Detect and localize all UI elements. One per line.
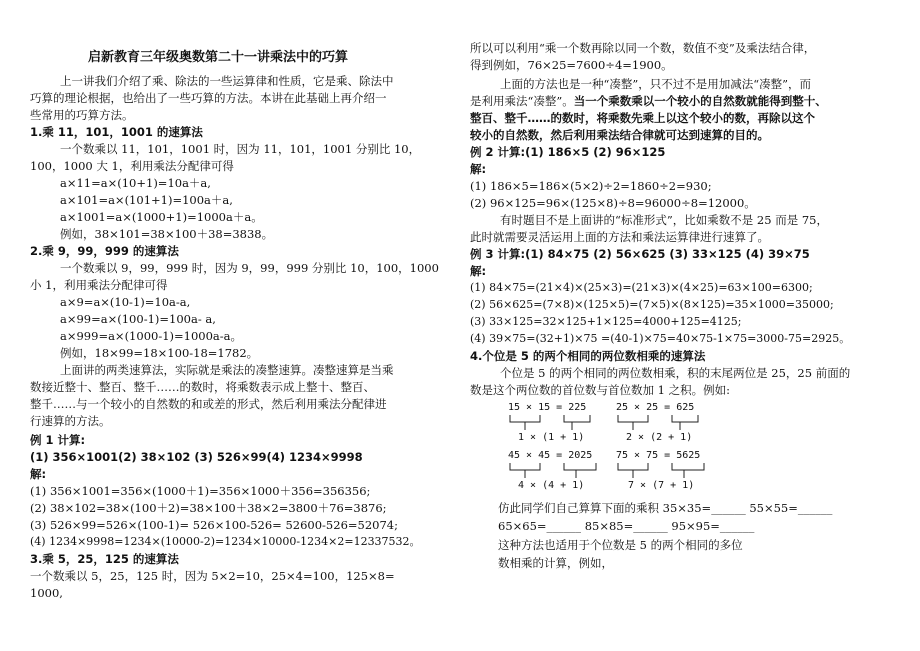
page-title: 启新教育三年级奥数第二十一讲乘法中的巧算 — [88, 50, 349, 65]
section-1-heading: 1.乘 11，101，1001 的速算法 — [30, 125, 203, 139]
closing-line-2: 数相乘的计算，例如， — [498, 556, 613, 570]
example-2-answer-2: (2) 96×125=96×(125×8)÷8=96000÷8=12000。 — [470, 196, 756, 210]
r-line-4-bold: 当一个乘数乘以一个较小的自然数就能得到整十、 — [573, 94, 827, 108]
s2-para-4: 行速算的方法。 — [30, 414, 111, 428]
example-1-heading: 例 1 计算: — [30, 433, 86, 447]
s2-formula-1: a×9=a×(10-1)=10a-a, — [60, 295, 191, 309]
r-line-5: 整百、整千……的数时，将乘数先乘上以这个较小的数，再除以这个 — [470, 111, 815, 125]
diagram-75x75 — [614, 450, 710, 494]
example-1-solution-label: 解: — [30, 467, 47, 481]
s4-line-1: 个位是 5 的两个相同的两位数相乘，积的末尾两位是 25，25 前面的 — [500, 366, 851, 380]
diagram-75x75-equation: 75 × 75 = 5625 — [616, 450, 701, 461]
example-3-solution-label: 解: — [470, 264, 487, 278]
closing-line-1: 这种方法也适用于个位数是 5 的两个相同的多位 — [498, 538, 743, 552]
intro-line-1: 上一讲我们介绍了乘、除法的一些运算律和性质，它是乘、除法中 — [60, 74, 394, 88]
s2-para-3: 整千……与一个较小的自然数的和或差的形式，然后利用乘法分配律进 — [30, 397, 387, 411]
s1-formula-2: a×101=a×(101+1)=100a＋a, — [60, 193, 233, 207]
s2-formula-2: a×99=a×(100-1)=100a- a, — [60, 312, 216, 326]
intro-line-2: 巧算的理论根据，也给出了一些巧算的方法。本讲在此基础上再介绍一 — [30, 91, 387, 105]
example-2-solution-label: 解: — [470, 162, 487, 176]
s3-line-1: 一个数乘以 5，25，125 时，因为 5×2=10，25×4=100，125×8= — [30, 569, 395, 583]
diagram-25x25-equation: 25 × 25 = 625 — [616, 402, 695, 413]
r-line-4-plain: 是利用乘法“凑整”。 — [470, 94, 574, 108]
r-line-4 — [470, 93, 827, 109]
s2-para-1: 上面讲的两类速算法，实际就是乘法的凑整速算。凑整速算是当乘 — [60, 363, 394, 377]
example-3-heading: 例 3 计算:(1) 84×75 (2) 56×625 (3) 33×125 (4) 39×75 — [470, 247, 810, 261]
s3-line-2: 1000, — [30, 586, 63, 600]
r-line-3: 上面的方法也是一种“凑整”，只不过不是用加减法“凑整”，而 — [500, 77, 812, 91]
example-2-heading: 例 2 计算:(1) 186×5 (2) 96×125 — [470, 145, 666, 159]
example-3-answer-3: (3) 33×125=32×125+1×125=4000+125=4125; — [470, 315, 742, 328]
example-3-answer-4: (4) 39×75=(32+1)×75 =(40-1)×75=40×75-1×75=3000-75=2925。 — [470, 332, 851, 345]
diagram-15x15-rule: 1 × (1 + 1) — [518, 432, 585, 443]
example-3-answer-2: (2) 56×625=(7×8)×(125×5)=(7×5)×(8×125)=35×1000=35000; — [470, 298, 834, 311]
r-line-7: 有时题目不是上面讲的“标准形式”，比如乘数不是 25 而是 75， — [500, 213, 828, 227]
diagram-75x75-rule: 7 × (7 + 1) — [628, 480, 695, 491]
intro-line-3: 些常用的巧算方法。 — [30, 108, 134, 122]
s1-line-1: 一个数乘以 11，101，1001 时，因为 11，101，1001 分别比 10， — [60, 142, 421, 156]
practice-line-2: 65×65=______ 85×85=______ 95×95=______ — [498, 519, 755, 533]
diagram-45x45 — [506, 450, 602, 494]
s2-formula-3: a×999=a×(1000-1)=1000a-a。 — [60, 329, 243, 343]
practice-line-1: 仿此同学们自己算算下面的乘积 35×35=______ 55×55=______ — [498, 501, 833, 515]
diagram-25x25-rule: 2 × (2 + 1) — [626, 432, 693, 443]
r-line-1: 所以可以利用“乘一个数再除以同一个数，数值不变”及乘法结合律， — [470, 41, 816, 55]
section-2-heading: 2.乘 9，99，999 的速算法 — [30, 244, 179, 258]
example-3-answer-1: (1) 84×75=(21×4)×(25×3)=(21×3)×(4×25)=63×100=6300; — [470, 281, 813, 294]
example-1-answer-2: (2) 38×102=38×(100＋2)=38×100＋38×2=3800＋76=3876; — [30, 501, 387, 515]
example-1-question: (1) 356×1001(2) 38×102 (3) 526×99(4) 1234×9998 — [30, 450, 363, 464]
s1-example: 例如，38×101=38×100＋38=3838。 — [60, 227, 274, 241]
diagram-25x25 — [614, 402, 704, 446]
diagram-45x45-equation: 45 × 45 = 2025 — [508, 450, 593, 461]
r-line-6: 较小的自然数，然后利用乘法结合律就可达到速算的目的。 — [470, 128, 769, 142]
example-1-answer-3: (3) 526×99=526×(100-1)= 526×100-526= 52600-526=52074; — [30, 518, 398, 532]
r-line-8: 此时就需要灵活运用上面的方法和乘法运算律进行速算了。 — [470, 230, 769, 244]
section-3-heading: 3.乘 5，25，125 的速算法 — [30, 552, 179, 566]
section-4-heading: 4.个位是 5 的两个相同的两位数相乘的速算法 — [470, 349, 706, 363]
s2-example: 例如，18×99=18×100-18=1782。 — [60, 346, 259, 360]
s1-formula-1: a×11=a×(10+1)=10a＋a, — [60, 176, 211, 190]
example-1-answer-1: (1) 356×1001=356×(1000＋1)=356×1000＋356=356356; — [30, 484, 371, 498]
s1-line-2: 100，1000 大 1，利用乘法分配律可得 — [30, 159, 234, 173]
s4-line-2: 数是这个两位数的首位数与首位数加 1 之积。例如: — [470, 383, 730, 397]
diagram-15x15 — [506, 402, 596, 446]
diagram-45x45-rule: 4 × (4 + 1) — [518, 480, 585, 491]
s2-para-2: 数接近整十、整百、整千……的数时，将乘数表示成上整十、整百、 — [30, 380, 375, 394]
diagram-15x15-equation: 15 × 15 = 225 — [508, 402, 587, 413]
example-1-answer-4: (4) 1234×9998=1234×(10000-2)=1234×10000-1234×2=12337532。 — [30, 535, 421, 548]
s2-line-2: 小 1，利用乘法分配律可得 — [30, 278, 168, 292]
s1-formula-3: a×1001=a×(1000+1)=1000a＋a。 — [60, 210, 263, 224]
s2-line-1: 一个数乘以 9，99，999 时，因为 9，99，999 分别比 10，100，1000 — [60, 261, 439, 275]
r-line-2: 得到例如，76×25=7600÷4=1900。 — [470, 58, 673, 72]
example-2-answer-1: (1) 186×5=186×(5×2)÷2=1860÷2=930; — [470, 179, 712, 193]
